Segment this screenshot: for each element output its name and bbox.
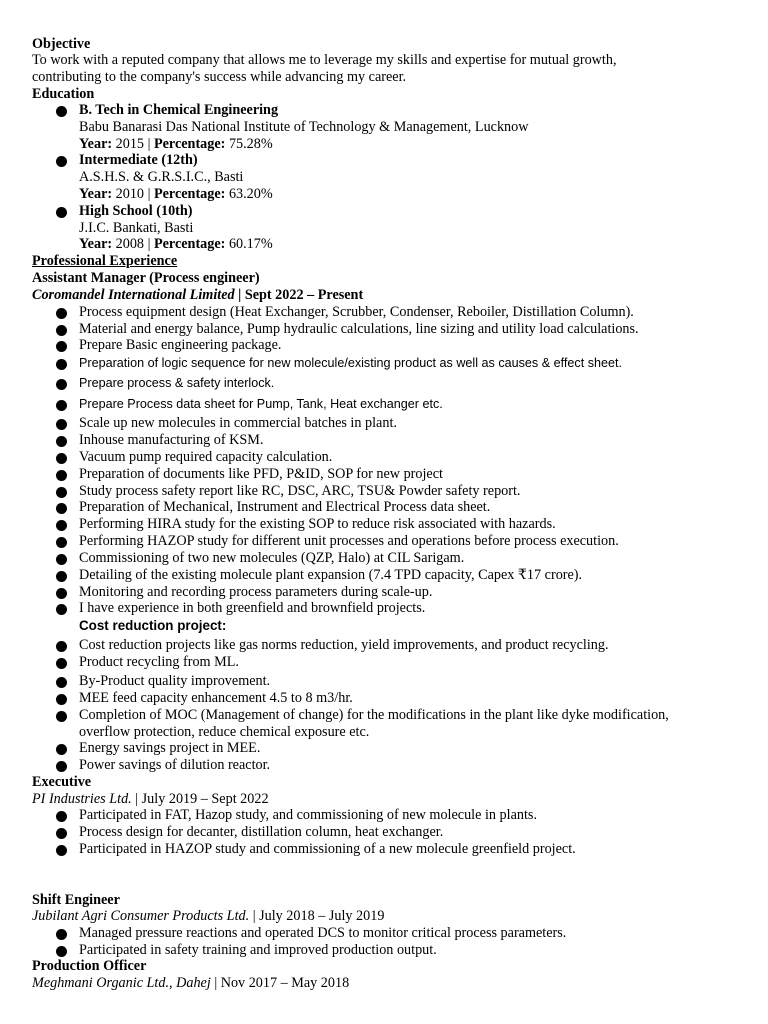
bullet-icon	[56, 761, 67, 772]
bullet-icon	[56, 156, 67, 167]
institution-name: J.I.C. Bankati, Basti	[79, 220, 194, 236]
job-bullet: Performing HAZOP study for different unit processes and operations before process execution.	[79, 533, 619, 549]
job-bullet: Inhouse manufacturing of KSM.	[79, 432, 264, 448]
bullet-icon	[56, 554, 67, 565]
bullet-icon	[56, 436, 67, 447]
bullet-icon	[56, 341, 67, 352]
institution-name: Babu Banarasi Das National Institute of Technology & Management, Lucknow	[79, 119, 529, 135]
job-title: Production Officer	[32, 958, 147, 974]
job-bullet: Scale up new molecules in commercial batches in plant.	[79, 415, 397, 431]
degree-title: High School (10th)	[79, 203, 193, 219]
job-bullet: Preparation of logic sequence for new molecule/existing product as well as causes & effect sheet.	[79, 356, 623, 370]
bullet-icon	[56, 828, 67, 839]
job-bullet: Vacuum pump required capacity calculation.	[79, 449, 333, 465]
bullet-icon	[56, 694, 67, 705]
bullet-icon	[56, 419, 67, 430]
job-company-dates: PI Industries Ltd. | July 2019 – Sept 2022	[32, 791, 269, 807]
job-bullet: Prepare process & safety interlock.	[79, 376, 275, 390]
bullet-icon	[56, 470, 67, 481]
job-bullet: Performing HIRA study for the existing SOP to reduce risk associated with hazards.	[79, 516, 556, 532]
cost-bullet: Completion of MOC (Management of change) for the modifications in the plant like dyke modification,	[79, 707, 669, 723]
job-bullet: Study process safety report like RC, DSC, ARC, TSU& Powder safety report.	[79, 483, 521, 499]
bullet-icon	[56, 946, 67, 957]
job-company-dates: Meghmani Organic Ltd., Dahej | Nov 2017 – May 2018	[32, 975, 350, 991]
job-bullet: Process equipment design (Heat Exchanger, Scrubber, Condenser, Reboiler, Distillation Column).	[79, 304, 634, 320]
bullet-icon	[56, 106, 67, 117]
job-bullet: Preparation of Mechanical, Instrument and Electrical Process data sheet.	[79, 499, 491, 515]
experience-heading: Professional Experience	[32, 253, 178, 269]
education-heading: Education	[32, 86, 95, 102]
bullet-icon	[56, 207, 67, 218]
job-bullet: Monitoring and recording process parameters during scale-up.	[79, 584, 433, 600]
bullet-icon	[56, 487, 67, 498]
bullet-icon	[56, 520, 67, 531]
education-meta: Year: 2008 | Percentage: 60.17%	[79, 236, 273, 252]
job-bullet: Participated in FAT, Hazop study, and commissioning of new molecule in plants.	[79, 807, 537, 823]
degree-title: B. Tech in Chemical Engineering	[79, 102, 279, 118]
cost-bullet: By-Product quality improvement.	[79, 673, 271, 689]
job-title: Assistant Manager (Process engineer)	[32, 270, 260, 286]
bullet-icon	[56, 658, 67, 669]
cost-reduction-heading: Cost reduction project:	[79, 618, 227, 633]
bullet-icon	[56, 929, 67, 940]
institution-name: A.S.H.S. & G.R.S.I.C., Basti	[79, 169, 244, 185]
job-company-dates: Jubilant Agri Consumer Products Ltd. | July 2018 – July 2019	[32, 908, 385, 924]
objective-text: contributing to the company's success while advancing my career.	[32, 69, 407, 85]
cost-bullet: Cost reduction projects like gas norms reduction, yield improvements, and product recycling.	[79, 637, 609, 653]
cost-bullet: Product recycling from ML.	[79, 654, 239, 670]
objective-text: To work with a reputed company that allows me to leverage my skills and expertise for mutual growth,	[32, 52, 617, 68]
bullet-icon	[56, 308, 67, 319]
bullet-icon	[56, 744, 67, 755]
bullet-icon	[56, 711, 67, 722]
bullet-icon	[56, 379, 67, 390]
degree-title: Intermediate (12th)	[79, 152, 198, 168]
bullet-icon	[56, 811, 67, 822]
job-bullet: Managed pressure reactions and operated DCS to monitor critical process parameters.	[79, 925, 567, 941]
bullet-icon	[56, 845, 67, 856]
job-title: Shift Engineer	[32, 892, 120, 908]
bullet-icon	[56, 677, 67, 688]
bullet-icon	[56, 641, 67, 652]
bullet-icon	[56, 325, 67, 336]
job-bullet: Commissioning of two new molecules (QZP, Halo) at CIL Sarigam.	[79, 550, 465, 566]
objective-heading: Objective	[32, 36, 91, 52]
job-bullet: I have experience in both greenfield and brownfield projects.	[79, 600, 426, 616]
job-title: Executive	[32, 774, 92, 790]
job-bullet: Material and energy balance, Pump hydraulic calculations, line sizing and utility load calculations.	[79, 321, 639, 337]
bullet-icon	[56, 453, 67, 464]
bullet-icon	[56, 604, 67, 615]
education-meta: Year: 2010 | Percentage: 63.20%	[79, 186, 273, 202]
cost-bullet: Energy savings project in MEE.	[79, 740, 261, 756]
bullet-icon	[56, 400, 67, 411]
job-bullet: Process design for decanter, distillation column, heat exchanger.	[79, 824, 444, 840]
job-bullet: Detailing of the existing molecule plant expansion (7.4 TPD capacity, Capex ₹17 crore).	[79, 567, 583, 583]
bullet-icon	[56, 503, 67, 514]
bullet-icon	[56, 359, 67, 370]
bullet-icon	[56, 588, 67, 599]
job-company-dates: Coromandel International Limited | Sept 2022 – Present	[32, 287, 364, 303]
job-bullet: Preparation of documents like PFD, P&ID, SOP for new project	[79, 466, 443, 482]
cost-bullet: Power savings of dilution reactor.	[79, 757, 271, 773]
bullet-icon	[56, 537, 67, 548]
job-bullet: Prepare Basic engineering package.	[79, 337, 282, 353]
job-bullet: Prepare Process data sheet for Pump, Tank, Heat exchanger etc.	[79, 397, 443, 411]
job-bullet: Participated in safety training and improved production output.	[79, 942, 437, 958]
education-meta: Year: 2015 | Percentage: 75.28%	[79, 136, 273, 152]
job-bullet: Participated in HAZOP study and commissioning of a new molecule greenfield project.	[79, 841, 576, 857]
cost-bullet: MEE feed capacity enhancement 4.5 to 8 m3/hr.	[79, 690, 353, 706]
bullet-icon	[56, 571, 67, 582]
cost-bullet-continuation: overflow protection, reduce chemical exposure etc.	[79, 724, 370, 740]
